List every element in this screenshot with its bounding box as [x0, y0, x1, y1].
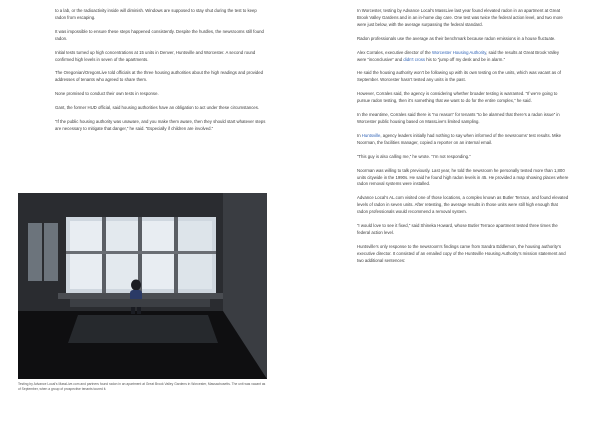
paragraph: “I would love to see it fixed,” said Shineka Howard, whose Butler Terrace apartment tested three times the federal action level.	[357, 223, 558, 235]
text-span: , said the results at Great Brook Valley were “inconclusive” and	[357, 49, 560, 62]
paragraph: In Worcester, testing by Advance Local’s MassLive last year found elevated radon in an apartment at Great Brook Valley Gardens and in an in-home day care. One test was twice the federal action level, and two more were just below, with the average surpassing the federal standard.	[357, 8, 563, 27]
text-span: Alex Corrales, executive director of the	[357, 49, 432, 55]
paragraph	[357, 50, 569, 64]
paragraph	[357, 133, 569, 147]
paragraph: Radon professionals use the average as their benchmark because radon emissions in a house fluctuate.	[357, 35, 556, 41]
paragraph: “If the public housing authority was unaware, and you make them aware, then they should start whatever steps are necessary to mitigate that danger,” he said. “Especially if children are involved.”	[55, 119, 266, 131]
paragraph: Initial tests turned up high concentrations at 15 units in Denver, Huntsville and Worcester. A second round confirmed high levels in seven of the apartments.	[55, 49, 256, 62]
left-column	[55, 8, 267, 140]
paragraph: “This guy is also calling me,” he wrote. “I’m not responding.”	[357, 153, 471, 159]
worcester-housing-authority-link[interactable]: Worcester Housing Authority	[432, 49, 487, 55]
text-span: In	[357, 132, 362, 138]
text-span: , agency leaders initially had nothing to say when informed of the newsrooms’ test results. Mike Noorman, the facilities manager, copied a reporter on an internal email.	[357, 132, 562, 145]
paragraph: Advance Local’s AL.com visited one of those locations, a complex known as Butler Terrace, and found elevated levels of radon in seven units. After retesting, the average results in those units were still high enough that radon professionals would recommend a removal system.	[357, 195, 569, 215]
paragraph: He said the housing authority won’t be following up with its own testing on the units, which was vacant as of September. Worcester hasn’t tested any units in the past.	[357, 70, 561, 83]
paragraph: The Oregonian/OregonLive told officials at the three housing authorities about the high readings and provided addresses of tenants who agreed to share them.	[55, 70, 263, 83]
photo-illustration	[18, 193, 267, 379]
paragraph: to a lab, or the radioactivity inside will diminish. Windows are supposed to stay shut during the test to keep radon from escaping.	[55, 8, 257, 20]
paragraph: In the meantime, Corrales said there is “no reason” for tenants “to be alarmed that there’s a radon issue” in Worcester public housing based on MassLive’s limited sampling.	[357, 112, 560, 124]
text-span: his to “jump off my desk and be in alarm.”	[425, 56, 506, 62]
paragraph: Gant, the former HUD official, said housing authorities have an obligation to act under these circumstances.	[55, 105, 260, 111]
paragraph: However, Corrales said, the agency is considering whether broader testing is warranted. “If we’re going to pursue radon testing, then it’s something that we want to do for the entire complex,” he said.	[357, 91, 558, 104]
paragraph: Noorman was willing to talk previously. Last year, he told the newsroom he personally tested more than 1,800 units citywide in the 1990s. He said he found high radon levels in 45. He provided a map showing places where radon removal systems were installed.	[357, 167, 569, 187]
paragraph: None promised to conduct their own tests in response.	[55, 91, 159, 97]
paragraph: It was impossible to ensure these steps happened consistently. Despite the hurdles, the newsrooms still found radon.	[55, 28, 264, 41]
didnt-cross-link[interactable]: didn’t cross	[403, 56, 426, 62]
paragraph: Huntsville’s only response to the newsroom’s findings came from Sandra Eddlemon, the housing authority’s executive director. It consisted of an emailed copy of the Huntsville Housing Authority’s mission statement and two additional sentences:	[357, 243, 566, 263]
right-column	[357, 8, 569, 272]
article-photo	[18, 193, 267, 379]
photo-caption: Testing by Advance Local’s MassLive.com and partners found radon in an apartment at Great Brook Valley Gardens in Worcester, Massachusetts. The unit was vacant as of September, when a group of prospective tenants toured it.	[18, 382, 266, 391]
huntsville-link[interactable]: Huntsville	[361, 132, 381, 138]
